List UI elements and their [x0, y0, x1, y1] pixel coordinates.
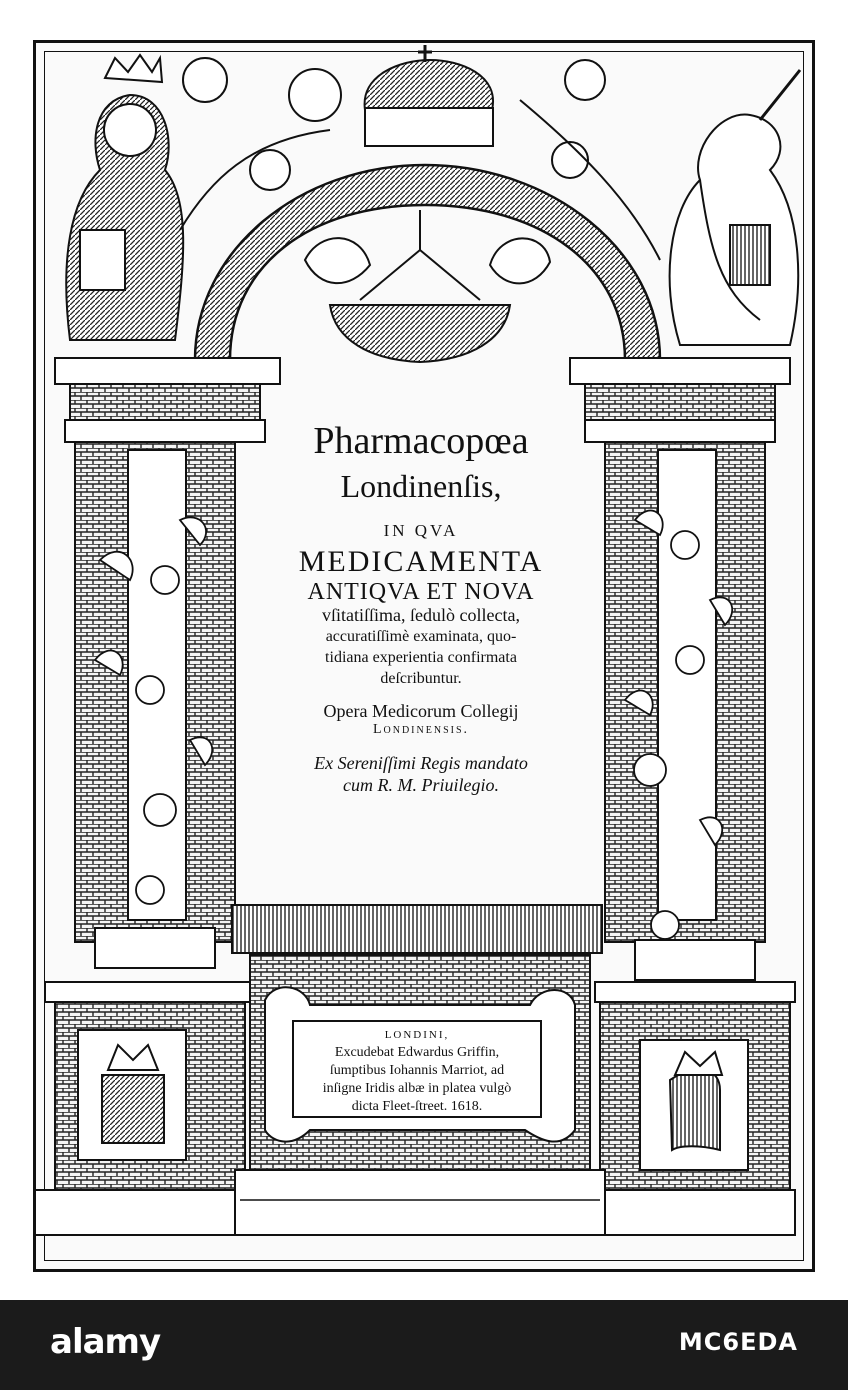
mandato-line: Ex Sereniſſimi Regis mandato	[314, 753, 528, 773]
center-ledge	[232, 905, 602, 953]
book-subtitle: Londinenſis,	[340, 468, 502, 504]
privilegio-line: cum R. M. Priuilegio.	[343, 775, 499, 795]
description-line-3: tidiana experientia confirmata	[325, 649, 517, 666]
imprint-cartouche	[292, 1020, 542, 1118]
unicorn-figure	[670, 70, 800, 345]
right-plinth	[580, 982, 795, 1235]
description-line-4: deſcribuntur.	[380, 670, 462, 687]
medicamenta-line: MEDICAMENTA	[298, 545, 544, 578]
title-text-panel	[240, 405, 602, 905]
in-qua-line: IN QVA	[383, 521, 459, 540]
description-line-1: vſitatiſſima, ſedulò collecta,	[322, 605, 520, 625]
imprint-dicta: dicta Fleet-ſtreet. 1618.	[351, 1099, 483, 1114]
brand-logo: alamy	[50, 1322, 161, 1362]
watermark-footer	[0, 1300, 848, 1390]
book-title: Pharmacopœa	[313, 420, 529, 462]
hanging-lamp	[305, 210, 550, 362]
royal-crown	[365, 45, 493, 146]
stock-image-id: MC6EDA	[678, 1328, 798, 1356]
left-plinth	[35, 982, 265, 1235]
opera-line: Opera Medicorum Collegij	[323, 701, 519, 721]
imprint-sumptibus: ſumptibus Iohannis Marriot, ad	[329, 1063, 505, 1078]
right-pillar	[570, 358, 790, 980]
description-line-2: accuratiſſimè examinata, quo-	[325, 628, 517, 645]
imprint-excudebat: Excudebat Edwardus Griffin,	[334, 1045, 500, 1060]
londinensis-line: Londinensis.	[372, 722, 470, 737]
imprint-insigne: inſigne Iridis albæ in platea vulgò	[322, 1081, 512, 1096]
antiqua-line: ANTIQVA ET NOVA	[307, 579, 535, 605]
imprint-londini: LONDINI,	[384, 1029, 450, 1041]
lion-figure	[66, 55, 183, 340]
